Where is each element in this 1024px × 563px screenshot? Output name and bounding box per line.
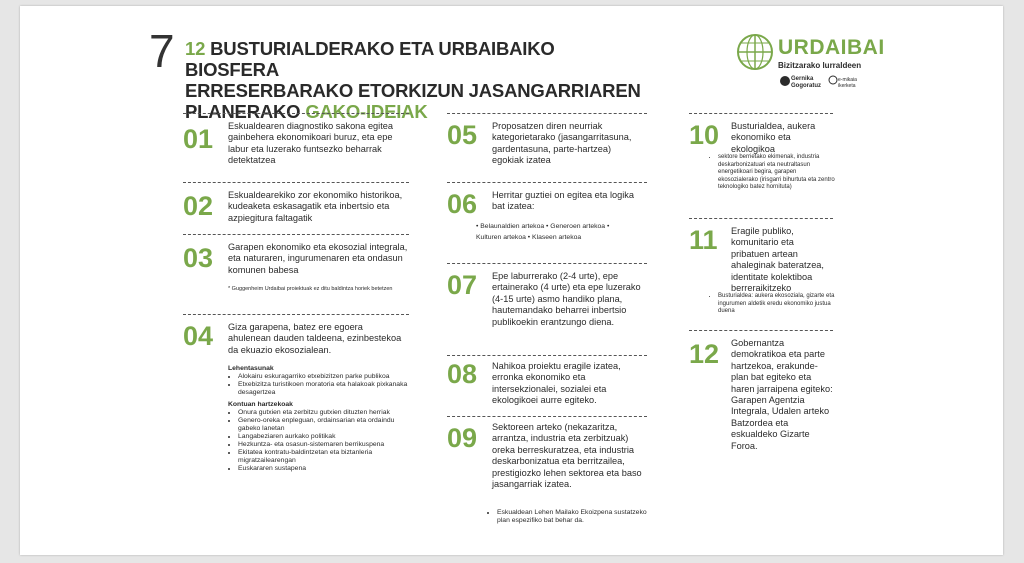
item-text: Eskualdearekiko zor ekonomiko historikoa, kudeaketa eskasagatik eta inbertsio eta azpiegitura faltagatik [228,190,403,223]
list-item: • Genero-oreka enpleguan, ordainsarian eta ordaindu gabeko lanetan [238,417,413,433]
item-text: Eskualdearen diagnostiko sakona egitea gainbehera ekonomikoari buruz, eta epe labur eta luzerako funtsezko beharrak detektatzea [228,121,393,166]
item-text: Epe laburrerako (2-4 urte), epe ertainerako (4 urte) eta epe luzerako (4-15 urte) asmo handiko plana, hautemandako beharrei inbertsio publikoekin erantzungo diena. [492,271,641,327]
section-number: 7 [149,25,175,77]
partner-logo-2: e-mikaia ikerketa [838,77,857,89]
item-number: 08 [447,359,478,389]
item-bullet [708,293,836,316]
item-number: 05 [447,120,478,150]
list-item: • Busturialdea: aukera ekosoziala, gizarte eta ingurumen aldetik eredu ekonomiko justua duena [718,293,836,316]
item-sublist [228,365,413,473]
item-number: 12 [689,339,720,369]
item-06 [447,182,647,241]
priority-heading: Lehentasunak [228,365,274,372]
item-12 [689,330,833,451]
list-item: • sektore berrietako ekimenak, industria deskarbonizatuari eta neutraltasun energetikoari begira, garapen ekosozialerako (irisgarri bihurtuta eta zentro teknologiko batez hornituta) [718,154,836,192]
item-number: 09 [447,423,478,453]
item-number: 11 [689,225,718,255]
list-item: • Euskararen sustapena [238,465,413,473]
partner-logo-1: Gernika Gogoratuz [791,76,821,89]
item-07 [447,263,647,327]
item-number: 10 [689,120,720,150]
list-item: • Etxebizitza turistikoen moratoria eta halakoak pixkanaka desagertzea [238,381,413,397]
title-line1: BUSTURIALDERAKO ETA URBAIBAIKO BIOSFERA [185,38,555,80]
brand-tagline: Bizitzarako lurraldeen [778,61,862,70]
item-number: 03 [183,243,214,273]
item-number: 06 [447,189,478,219]
item-number: 07 [447,270,478,300]
list-item: • Alokairu eskuragarriko etxebizitzen parke publikoa [238,373,413,381]
item-number: 02 [183,191,214,221]
list-item: • Onura gutxien eta zerbitzu gutxien dituzten herriak [238,409,413,417]
item-04 [183,314,409,472]
title-line3: PLANERAKO [185,101,301,122]
title-highlight: GAKO-IDEIAK [305,101,428,122]
item-text: Giza garapena, batez ere egoera ahulenean dauden taldeena, ezinbestekoa da ekuazio ekosozialean. [228,322,402,355]
item-text: Proposatzen diren neurriak kategorietarako (jasangarritasuna, gardentasuna, parte-hartzea) egokiak izatea [492,121,632,166]
title-line2: ERRESERBARAKO ETORKIZUN JASANGARRIAREN [185,80,641,101]
title-prefix: 12 [185,38,206,59]
item-text: Gobernantza demokratikoa eta parte hartzekoa, erakunde-plan bat egiteko eta haren jarraipena egiteko: Garapen Agentzia Integrala, Udalen arteko Batzordea eta eskualdeko Gizarte Foroa. [731,338,833,451]
item-text: Nahikoa proiektu eragile izatea, erronka ekonomiko eta intersekzionalei, sozialei eta ekologikoei aurre egiteko. [492,361,621,406]
list-item: • Langabeziaren aurkako politikak [238,433,413,441]
item-08 [447,355,647,406]
page-title [185,38,645,122]
item-text: Sektoreen arteko (nekazaritza, arrantza, industria eta zerbitzuak) oreka berreskuratzea, eta industria deskarbonizatua eta berritzailea, prestigiozko lehen sektorea eta baso jasangarriak izatea. [492,422,642,490]
item-text: Busturialdea, aukera ekonomiko eta ekologikoa [731,121,816,154]
item-text: Garapen ekonomiko eta ekosozial integrala, eta naturaren, ingurumenaren eta ondasun komunen babesa [228,242,408,275]
item-10 [689,113,835,190]
brand-name: URDAIBAI [778,36,885,59]
item-02 [183,182,409,223]
item-bullets: • Belaunaldien artekoa • Generoen artekoa • Kulturen artekoa • Klaseen artekoa [476,223,610,241]
consider-heading: Kontuan hartzekoak [228,401,293,408]
item-11 [689,218,835,314]
item-number: 04 [183,321,214,351]
list-item: • Hezkuntza- eta osasun-sistemaren berrikuspena [238,441,413,449]
item-text: Eragile publiko, komunitario eta pribatuen artean ahaleginak bateratzea, identitate kolektiboa berreraikitzeko [731,226,824,294]
item-01 [183,113,409,166]
item-03 [183,234,409,292]
item-bullet [708,154,836,192]
list-item: • Eskualdean Lehen Mailako Ekoizpena sustatzeko plan espezifiko bat behar da. [497,509,647,525]
item-text: Herritar guztiei on egitea eta logika bat izatea: [492,190,634,212]
item-bullet [487,509,647,525]
item-note: * Guggenheim Urdaibai proiektuak ez ditu baldintza horiek betetzen [228,286,393,292]
list-item: • Ekitatea kontratu-baldintzetan eta biztanleria migratzailearengan [238,449,413,465]
item-05 [447,113,647,166]
item-09 [447,416,647,524]
item-number: 01 [183,124,214,154]
